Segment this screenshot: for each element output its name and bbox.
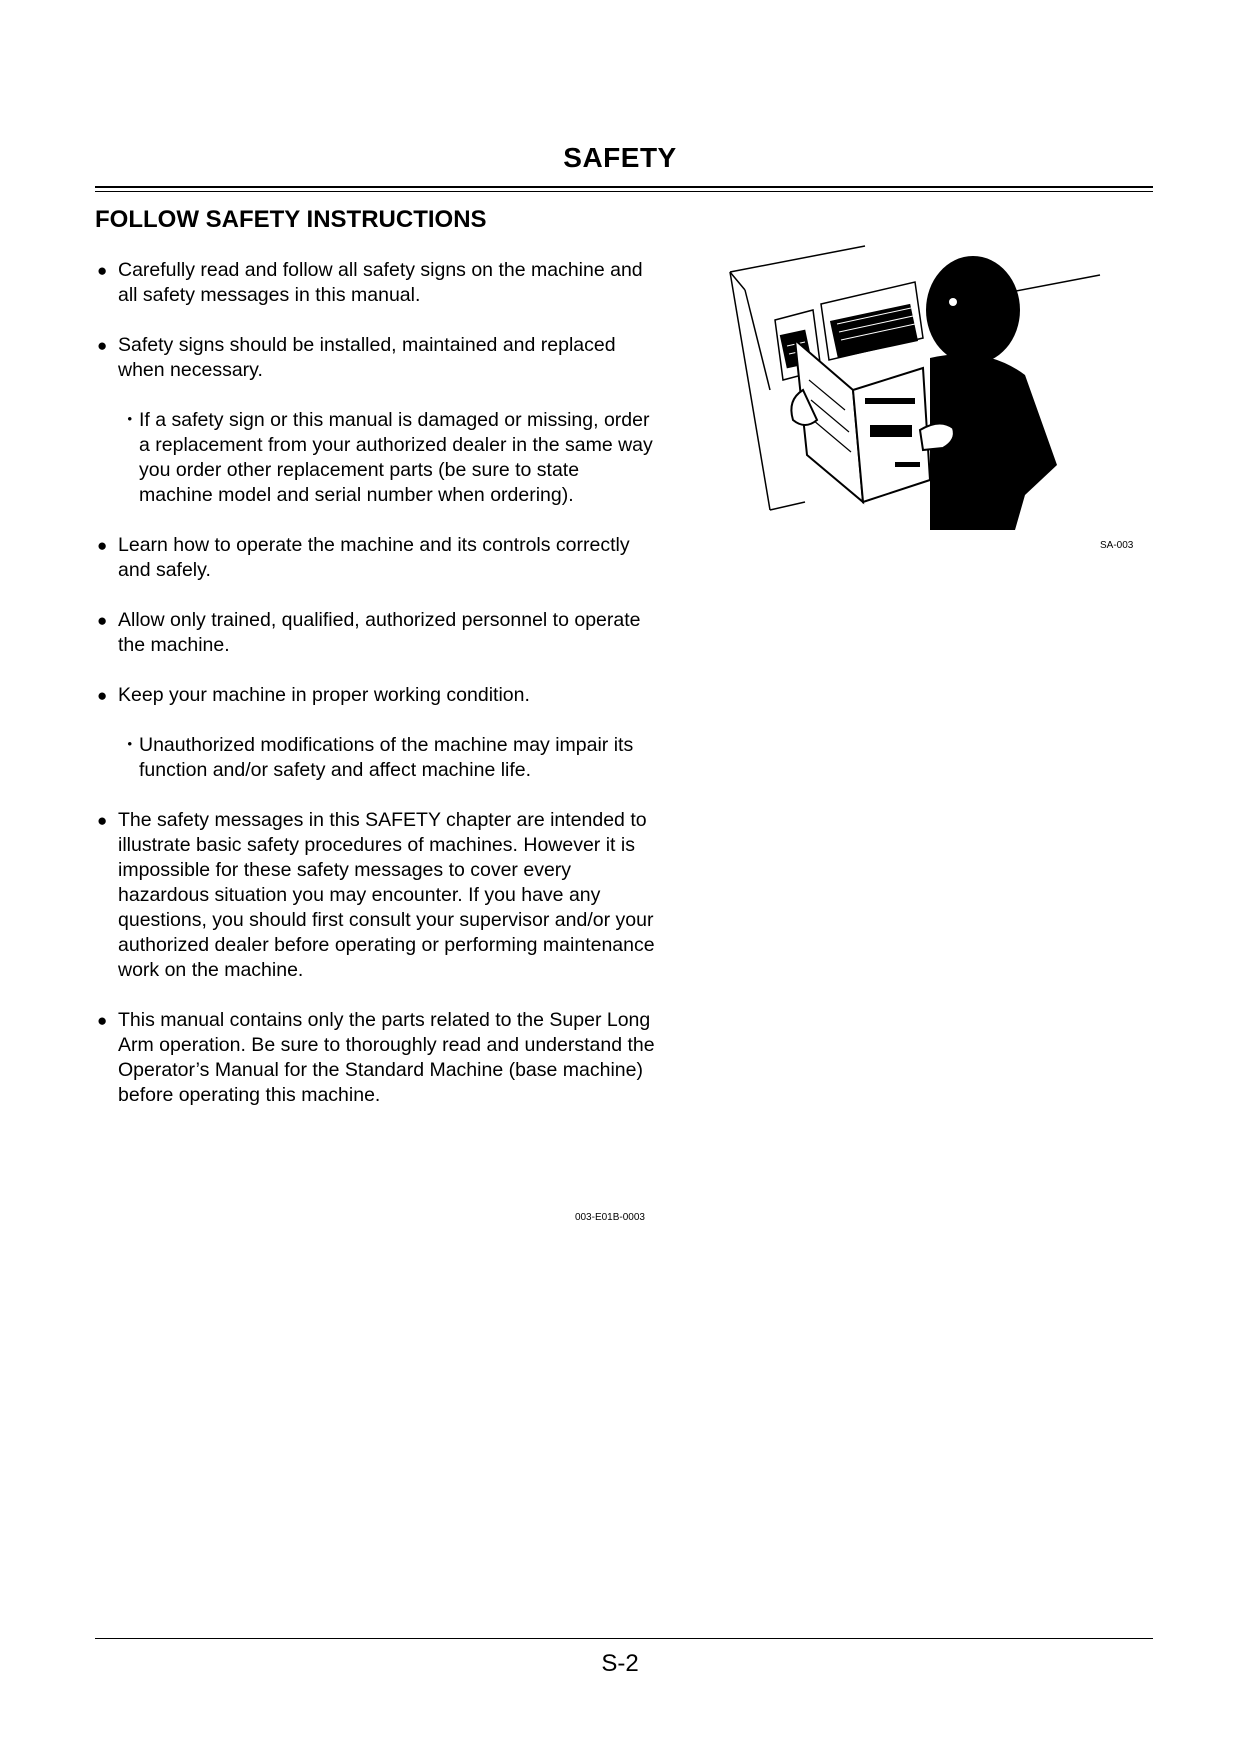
footer-rule — [95, 1638, 1153, 1639]
sub-list-item-text: If a safety sign or this manual is damaged or missing, order a replacement from your authorized dealer in the same way you order other replacement parts (be sure to state machine model and serial number when ordering). — [139, 409, 653, 506]
page-title: SAFETY — [563, 142, 677, 173]
bullet-icon: ● — [97, 811, 108, 830]
list-item-text: The safety messages in this SAFETY chapter are intended to illustrate basic safety procedures of machines. However it is impossible for these safety messages to cover every hazardous situation you may encounter. If you have any questions, you should first consult your supervisor and/or your authorized dealer before operating or performing maintenance work on the machine. — [118, 809, 655, 981]
instructions-list — [95, 258, 655, 1133]
list-item — [95, 1008, 655, 1108]
title-rule — [95, 186, 1153, 188]
list-item-text: Allow only trained, qualified, authorized personnel to operate the machine. — [118, 609, 641, 656]
bullet-icon: ● — [97, 261, 108, 280]
list-item — [95, 683, 655, 708]
sub-list-item — [95, 733, 655, 783]
list-item-text: Learn how to operate the machine and its controls correctly and safely. — [118, 534, 630, 581]
list-item — [95, 533, 655, 583]
list-item — [95, 333, 655, 383]
list-item-text: Keep your machine in proper working condition. — [118, 684, 530, 706]
page-number: S-2 — [601, 1650, 639, 1677]
bullet-icon: ● — [97, 536, 108, 555]
list-item-text: Safety signs should be installed, maintained and replaced when necessary. — [118, 334, 616, 381]
figure-code: SA-003 — [1100, 540, 1134, 551]
section-heading: FOLLOW SAFETY INSTRUCTIONS — [95, 206, 487, 233]
bullet-icon: ● — [97, 611, 108, 630]
sub-bullet-icon: ・ — [120, 734, 140, 756]
title-rule-thin — [95, 191, 1153, 192]
person-reading-manual-icon — [725, 240, 1115, 530]
list-item — [95, 608, 655, 658]
bullet-icon: ● — [97, 336, 108, 355]
sub-list-item-text: Unauthorized modifications of the machine may impair its function and/or safety and affect machine life. — [139, 734, 634, 781]
document-code: 003-E01B-0003 — [574, 1212, 645, 1223]
list-item — [95, 808, 655, 983]
sub-list-item — [95, 408, 655, 508]
bullet-icon: ● — [97, 686, 108, 705]
list-item-text: Carefully read and follow all safety signs on the machine and all safety messages in this manual. — [118, 259, 643, 306]
list-item — [95, 258, 655, 308]
list-item-text: This manual contains only the parts related to the Super Long Arm operation. Be sure to thoroughly read and understand the Operator’s Manual for the Standard Machine (base machine) before operating this machine. — [118, 1009, 655, 1106]
sub-bullet-icon: ・ — [120, 409, 140, 431]
bullet-icon: ● — [97, 1011, 108, 1030]
